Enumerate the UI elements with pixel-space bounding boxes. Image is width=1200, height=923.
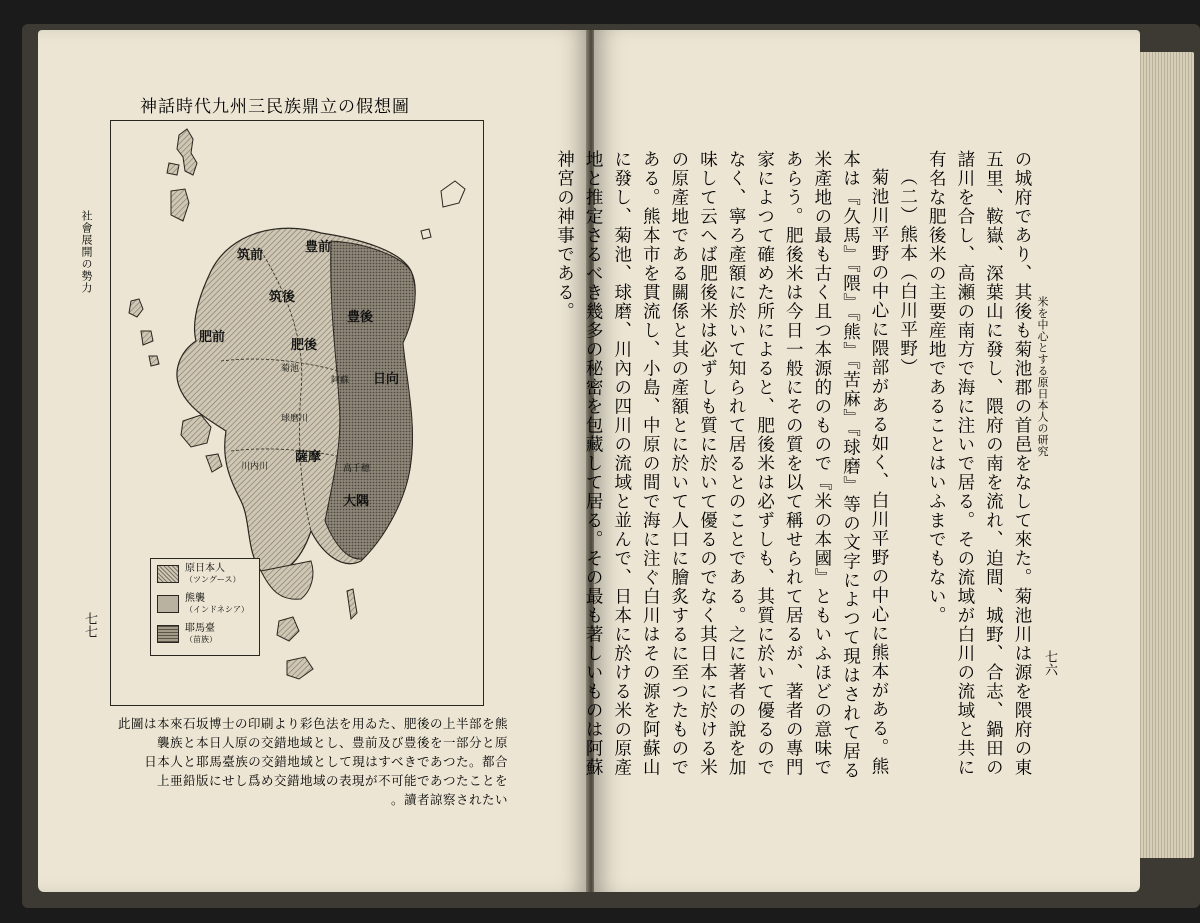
legend-note: （苗族）	[185, 635, 217, 644]
legend-item	[151, 619, 259, 649]
province-label: 豊後	[347, 310, 374, 325]
caption-line: 此圖は本來石坂博士の印刷より彩色法を用ゐた、肥後の上半部を熊	[117, 716, 508, 731]
province-label: 日向	[373, 372, 400, 387]
body-text	[554, 150, 1036, 780]
place-label: 高千穂	[343, 464, 371, 474]
legend-note: （ツングース）	[185, 575, 241, 584]
legend-swatch	[157, 565, 179, 583]
page-number-left: 七七	[82, 612, 97, 638]
legend-label: 原日本人	[185, 563, 225, 574]
place-label: 菊池	[281, 364, 300, 374]
running-head: 米を中心とする原日本人の研究	[1036, 296, 1049, 457]
map-side-label: 社會展開の勢力	[80, 210, 93, 294]
page-edges	[1132, 52, 1194, 858]
legend-swatch	[157, 595, 179, 613]
caption-line: 上亜鉛版にせし爲め交錯地域の表現が不可能であつたことを	[156, 773, 508, 788]
map-caption	[98, 714, 508, 809]
paragraph: 菊池川平野の中心に隈部がある如く、白川平野の中心に熊本がある。熊本は『久馬』『隈』『熊』『苦麻』『球磨』等の文字によつて現はされて居る米產地の最も古く且つ本源的のもので『米の本國』ともいふほどの意味であらう。肥後米は今日一般にその質を以て稱せられて居るが、著者の專門家によつて確めた所によると、肥後米は必ずしも、其質に於いて優るのでなく、寧ろ產額に於いて知られて居るとのことである。之に著者の說を加味して云へば肥後米は必ずしも質に於いて優るのでなく其日本に於ける米の原產地である關係と其の產額とに於いて人口に膾炙するに至つたものである。熊本市を貫流し、小島、中原の間で海に注ぐ白川はその源を阿蘇山に發し、菊池、球磨、川內の四川の流域と並んで、日本に於ける米の原產地と推定さるべき幾多の秘密を包藏して居る。その最も著しいものは阿蘇神宮の神事である。	[554, 150, 890, 780]
legend-item	[151, 589, 259, 619]
legend-label: 耶馬臺	[185, 623, 215, 634]
province-label: 筑後	[269, 290, 296, 305]
place-label: 球磨川	[281, 414, 309, 424]
caption-line: 讀者諒察されたい。	[390, 792, 508, 807]
legend-item	[151, 559, 259, 589]
paragraph: の城府であり、其後も菊池郡の首邑をなして來た。菊池川は源を隈府の東五里、鞍嶽、深葉山に發し、隈府の南を流れ、迫間、城野、合志、鍋田の諸川を合し、高瀬の南方で海に注いで居る。その流域が白川の流域と共に有名な肥後米の主要産地であることはいふまでもない。	[926, 150, 1032, 777]
province-label: 薩摩	[295, 450, 322, 465]
province-label: 肥前	[199, 330, 226, 345]
province-label: 大隅	[343, 494, 370, 509]
place-label: 川内川	[241, 462, 269, 472]
caption-line: 襲族と本日人原の交錯地域とし、豊前及び豊後を一部分と原	[156, 735, 508, 750]
province-label: 肥後	[291, 338, 318, 353]
province-label: 筑前	[237, 248, 264, 263]
map-title: 圖想假の立鼎族民三州九代時話神	[140, 97, 410, 117]
caption-line: 日本人と耶馬臺族の交錯地域として現はすべきであつた。都合	[144, 754, 508, 769]
legend-swatch	[157, 625, 179, 643]
place-label: 阿蘇	[331, 376, 350, 386]
legend-note: （インドネシア）	[185, 605, 249, 614]
section-heading: （二）熊本（白川平野）	[897, 167, 918, 377]
map-legend	[150, 558, 260, 656]
province-label: 豊前	[305, 240, 332, 255]
page-number-right: 七六	[1042, 650, 1057, 676]
legend-label: 熊襲	[185, 593, 205, 604]
